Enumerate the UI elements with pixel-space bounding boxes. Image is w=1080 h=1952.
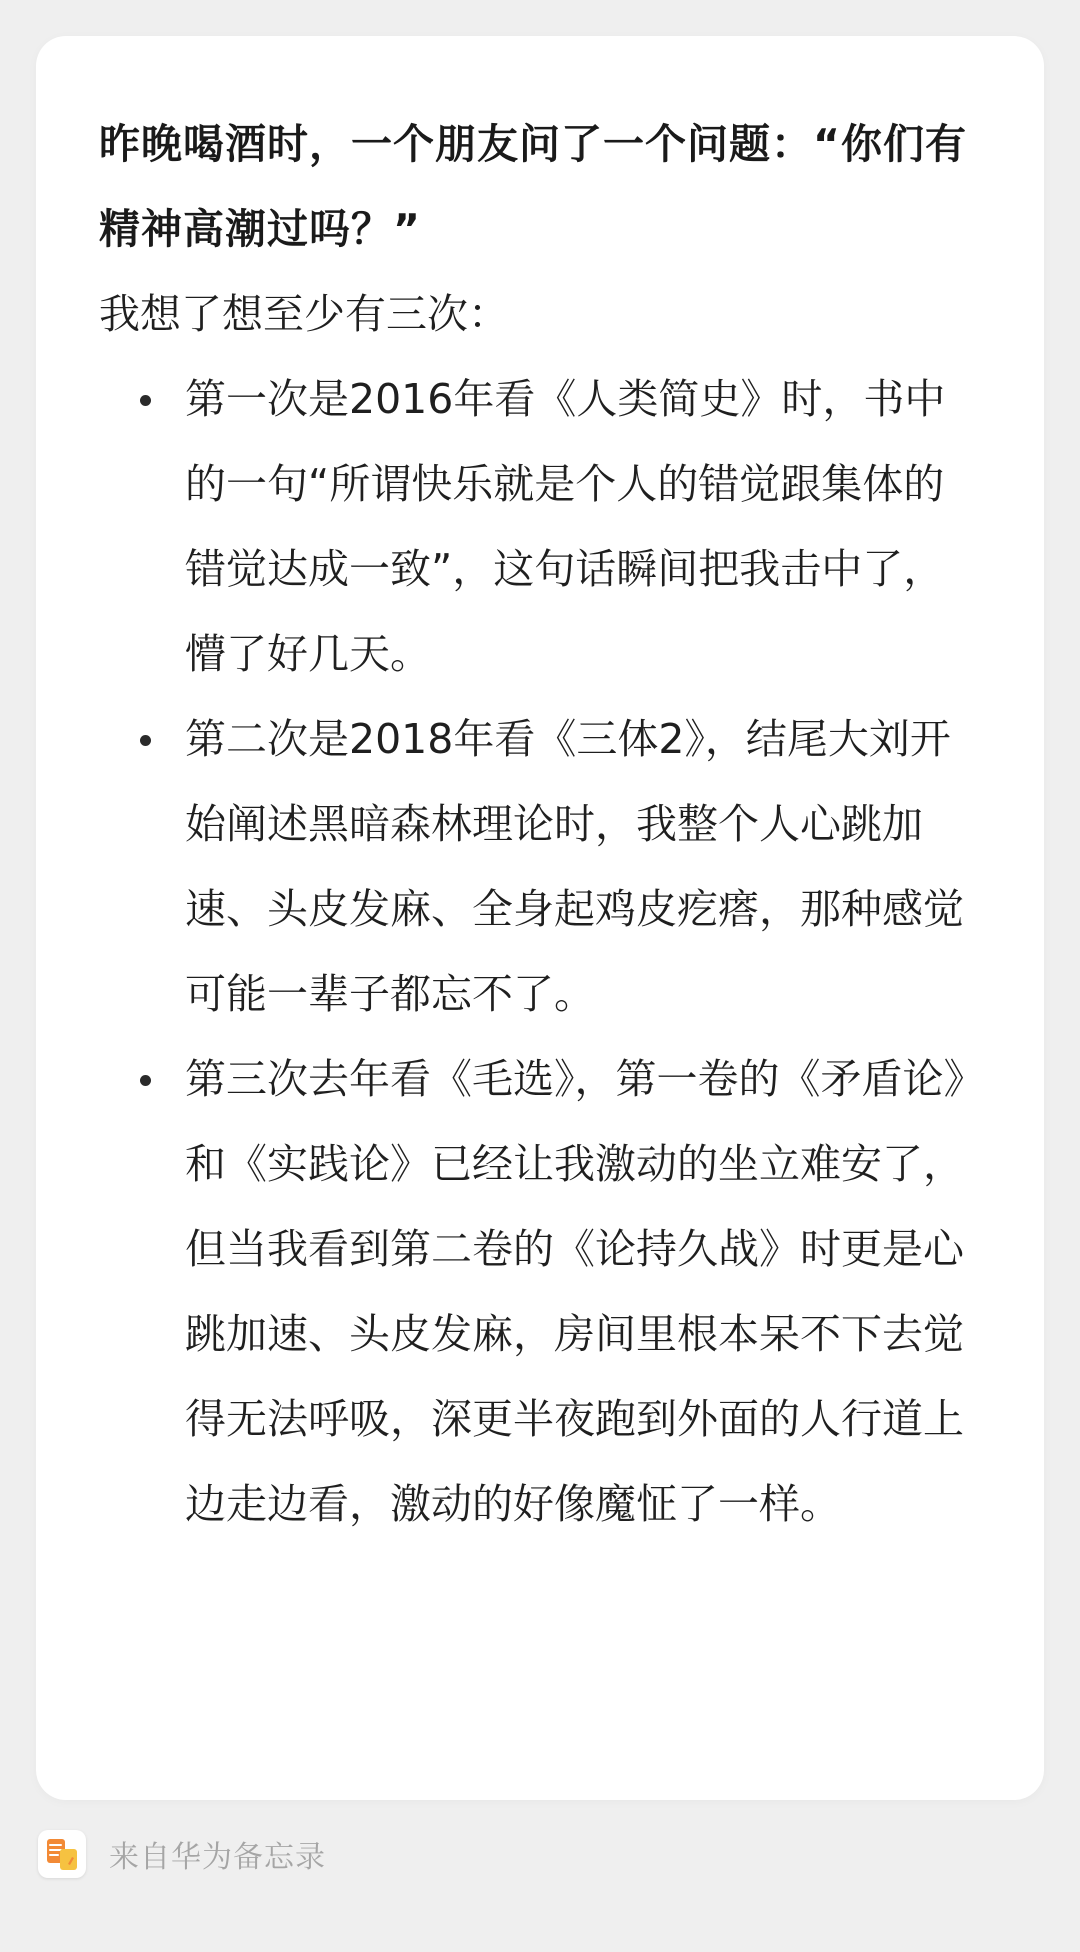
memo-app-icon — [38, 1830, 86, 1878]
note-title: 昨晚喝酒时，一个朋友问了一个问题：“你们有精神高潮过吗？” — [99, 120, 967, 253]
bullet-icon — [140, 395, 151, 406]
memo-app-icon-graphic — [38, 1830, 86, 1878]
list-item-text: 第一次是2016年看《人类简史》时，书中的一句“所谓快乐就是个人的错觉跟集体的错觉达成一致”，这句话瞬间把我击中了，懵了好几天。 — [185, 375, 946, 678]
bullet-icon — [140, 735, 151, 746]
note-card — [36, 36, 1044, 1800]
bullet-icon — [140, 1075, 151, 1086]
list-item — [99, 357, 976, 697]
note-list — [99, 357, 976, 1547]
source-label: 来自华为备忘录 — [109, 1840, 326, 1875]
note-intro: 我想了想至少有三次： — [99, 290, 509, 338]
source-footer — [38, 1830, 326, 1878]
list-item — [99, 1037, 976, 1547]
list-item-text: 第二次是2018年看《三体2》，结尾大刘开始阐述黑暗森林理论时，我整个人心跳加速、头皮发麻、全身起鸡皮疙瘩，那种感觉可能一辈子都忘不了。 — [185, 715, 964, 1018]
list-item-text: 第三次去年看《毛选》，第一卷的《矛盾论》和《实践论》已经让我激动的坐立难安了，但当我看到第二卷的《论持久战》时更是心跳加速、头皮发麻，房间里根本呆不下去觉得无法呼吸，深更半夜跑到外面的人行道上边走边看，激动的好像魔怔了一样。 — [185, 1055, 964, 1528]
list-item — [99, 697, 976, 1037]
